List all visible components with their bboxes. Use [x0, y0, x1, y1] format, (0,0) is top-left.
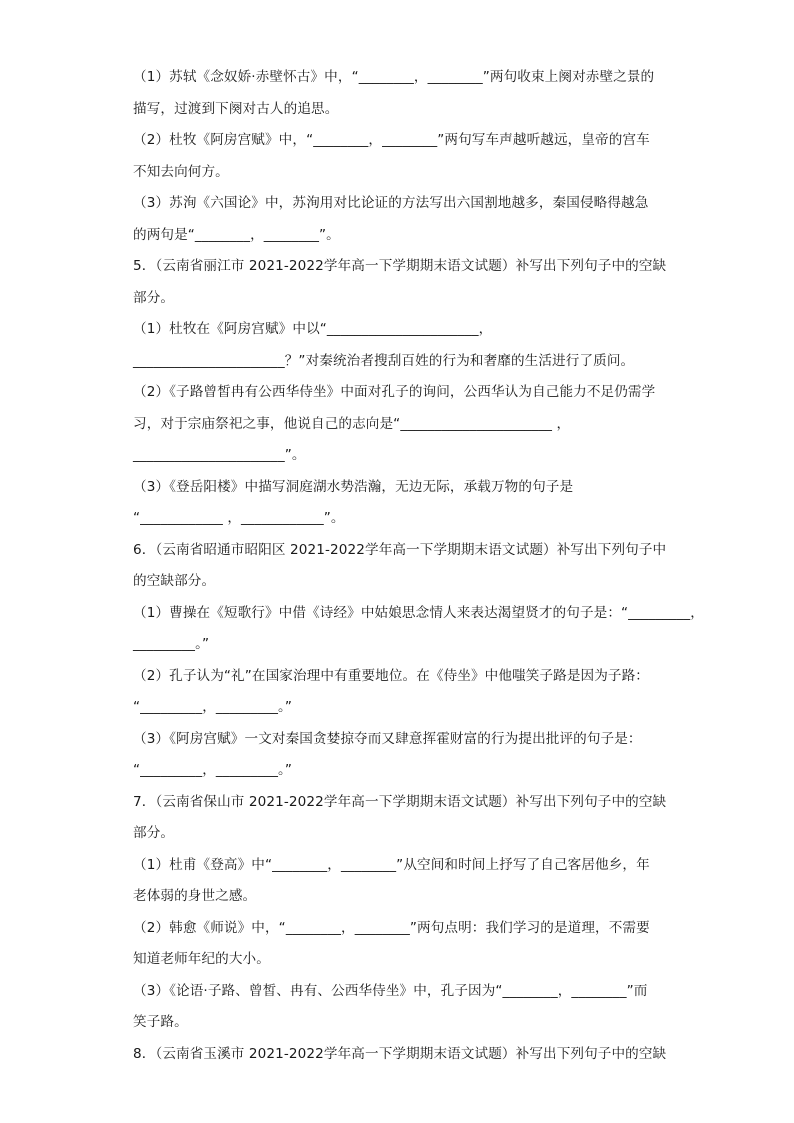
text-line: （1）苏轼《念奴娇·赤壁怀古》中，“________，________”两句收束上阕对赤壁之景的: [133, 69, 655, 85]
text-line: 知道老师年纪的大小。: [133, 951, 270, 967]
text-line: 描写，过渡到下阕对古人的追思。: [133, 100, 339, 117]
text-line: 习，对于宗庙祭祀之事，他说自己的志向是“______________________ ，: [133, 415, 571, 432]
text-line: （3）《登岳阳楼》中描写洞庭湖水势浩瀚，无边无际，承载万物的句子是: [133, 478, 574, 495]
question-body: [133, 62, 704, 1070]
text-line: （2）韩愈《师说》中，“________，________”两句点明：我们学习的是道理，不需要: [133, 919, 650, 936]
text-line: 部分。: [133, 825, 175, 841]
question-heading: 8．（云南省玉溪市 2021-2022学年高一下学期期末语文试题）补写出下列句子中的空缺: [133, 1045, 667, 1062]
text-line: （1）曹操在《短歌行》中借《诗经》中姑娘思念情人来表达渴望贤才的句子是：“_________，: [133, 604, 704, 621]
text-line: （1）杜牧在《阿房宫赋》中以“______________________，: [133, 321, 493, 337]
text-line: （2）杜牧《阿房宫赋》中，“________，________”两句写车声越听越远，皇帝的宫车: [133, 132, 650, 148]
text-line: （1）杜甫《登高》中“________，________”从空间和时间上抒写了自己客居他乡，年: [133, 856, 650, 873]
text-line: “____________ ，____________”。: [133, 510, 345, 526]
text-line: ______________________”。: [133, 447, 306, 463]
question-heading: 5．（云南省丽江市 2021-2022学年高一下学期期末语文试题）补写出下列句子中的空缺: [133, 258, 667, 274]
text-line: （3）《论语·子路、曾皙、冉有、公西华侍坐》中，孔子因为“________，________”而: [133, 982, 648, 999]
text-line: “_________，_________。”: [133, 699, 293, 715]
question-heading: 6．（云南省昭通市昭阳区 2021-2022学年高一下学期期末语文试题）补写出下列句子中: [133, 541, 667, 558]
text-line: （3）《阿房宫赋》一文对秦国贪婪掠夺而又肆意挥霍财富的行为提出批评的句子是：: [133, 730, 642, 747]
text-line: _________。”: [133, 636, 210, 652]
text-line: ______________________？”对秦统治者搜刮百姓的行为和奢靡的生活进行了质问。: [133, 352, 635, 369]
text-line: 老体弱的身世之感。: [133, 888, 257, 904]
text-line: 不知去向何方。: [133, 163, 229, 180]
text-line: “_________，_________。”: [133, 762, 293, 778]
text-line: （2）孔子认为“礼”在国家治理中有重要地位。在《侍坐》中他嗤笑子路是因为子路：: [133, 667, 650, 684]
text-line: （3）苏洵《六国论》中，苏洵用对比论证的方法写出六国割地越多，秦国侵略得越急: [133, 195, 649, 211]
text-line: 笑子路。: [133, 1014, 188, 1030]
text-line: 的两句是“________，________”。: [133, 226, 340, 243]
text-line: （2）《子路曾皙冉有公西华侍坐》中面对孔子的询问，公西华认为自己能力不足仍需学: [133, 384, 656, 400]
question-heading: 7．（云南省保山市 2021-2022学年高一下学期期末语文试题）补写出下列句子中的空缺: [133, 793, 667, 810]
text-line: 部分。: [133, 289, 175, 306]
text-line: 的空缺部分。: [133, 573, 216, 589]
